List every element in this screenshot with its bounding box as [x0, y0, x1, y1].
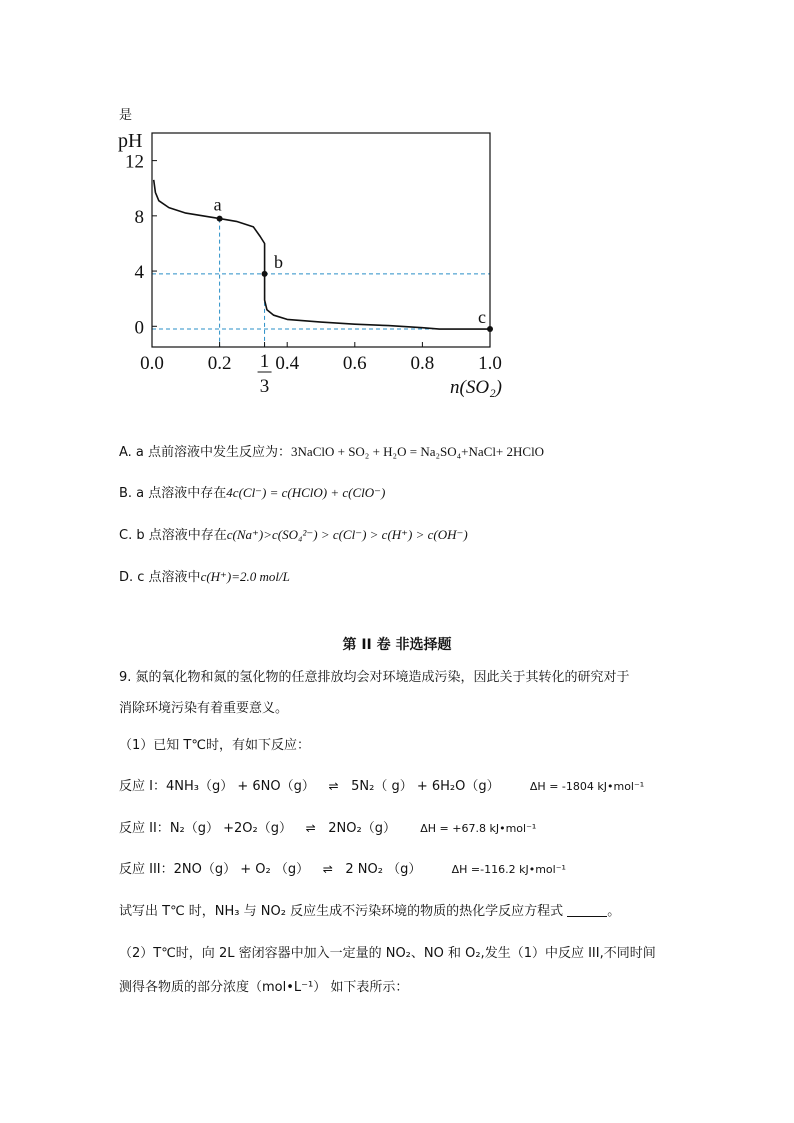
q9-sub1: （1）已知 T℃时，有如下反应： — [119, 738, 310, 753]
x-tick-label: 0.0 — [140, 353, 164, 374]
option-c-formula: c(Na⁺)>c(SO₄²⁻) > c(Cl⁻) > c(H⁺) > c(OH⁻) — [226, 527, 468, 542]
x-tick-label: 0.4 — [275, 353, 300, 374]
reaction-2 — [119, 817, 536, 836]
top-fragment: 是 — [119, 108, 133, 123]
option-c — [119, 524, 468, 543]
reaction-1 — [119, 775, 644, 794]
option-c-prefix: C. b 点溶液中存在 — [119, 528, 227, 543]
ph-curve — [154, 180, 490, 329]
q9-sub2-line1: （2）T℃时，向 2L 密闭容器中加入一定量的 NO₂、NO 和 O₂,发生（1）中反应 III,不同时间 — [119, 946, 656, 961]
reaction-2-left: N₂（g） +2O₂（g） — [169, 821, 292, 836]
reaction-1-label: 反应 I： — [119, 779, 166, 794]
point-label-a: a — [213, 194, 222, 215]
q9-ask — [119, 900, 620, 919]
point-c — [487, 326, 493, 332]
y-tick-label: 4 — [134, 262, 144, 284]
option-b-prefix: B. a 点溶液中存在 — [119, 486, 227, 501]
reaction-2-label: 反应 II： — [119, 821, 170, 836]
option-b-formula: 4c(Cl⁻) = c(HClO) + c(ClO⁻) — [226, 485, 386, 500]
option-d-prefix: D. c 点溶液中 — [119, 570, 201, 585]
q9-line1: 9. 氮的氧化物和氮的氢化物的任意排放均会对环境造成污染，因此关于其转化的研究对于 — [119, 670, 630, 685]
q9-ask-text: 试写出 T℃ 时，NH₃ 与 NO₂ 反应生成不污染环境的物质的热化学反应方程式 — [119, 904, 564, 919]
reaction-3-left: 2NO（g） + O₂ （g） — [173, 862, 310, 877]
point-b — [262, 271, 268, 277]
reaction-2-dh: ΔH = +67.8 kJ•mol⁻¹ — [420, 822, 537, 835]
q9-sub2-line2: 测得各物质的部分浓度（mol•L⁻¹） 如下表所示： — [119, 980, 409, 995]
x-tick-third-numerator: 1 — [259, 351, 270, 372]
x-axis-label: n(SO₂) — [450, 377, 502, 398]
equilibrium-arrow-icon: ⇌ — [328, 779, 338, 793]
section-title: 第 II 卷 非选择题 — [342, 637, 452, 653]
option-d-formula: c(H⁺)=2.0 mol/L — [200, 569, 290, 584]
reaction-2-right: 2NO₂（g） — [328, 821, 396, 836]
x-tick-third-denominator: 3 — [259, 376, 270, 397]
x-tick-label: 0.8 — [410, 353, 435, 374]
y-axis-label: pH — [118, 130, 143, 152]
answer-blank — [567, 904, 607, 917]
reaction-1-left: 4NH₃（g） + 6NO（g） — [165, 779, 315, 794]
y-tick-label: 8 — [134, 206, 144, 228]
q9-ask-end: 。 — [607, 904, 621, 919]
ph-chart — [100, 125, 520, 400]
point-label-b: b — [274, 251, 284, 272]
point-a — [217, 216, 223, 222]
q9-line2: 消除环境污染有着重要意义。 — [119, 701, 289, 716]
point-label-c: c — [478, 307, 486, 328]
option-a — [119, 441, 544, 460]
reaction-3 — [119, 858, 566, 877]
x-tick-label: 1.0 — [478, 353, 502, 374]
option-d — [119, 566, 290, 585]
reaction-3-dh: ΔH =-116.2 kJ•mol⁻¹ — [451, 863, 566, 876]
reaction-3-label: 反应 III： — [119, 862, 174, 877]
y-tick-label: 12 — [125, 151, 144, 173]
reaction-1-dh: ΔH = -1804 kJ•mol⁻¹ — [529, 780, 645, 793]
equilibrium-arrow-icon: ⇌ — [322, 862, 332, 876]
option-a-prefix: A. a 点前溶液中发生反应为： — [119, 445, 292, 460]
option-b — [119, 482, 385, 501]
reaction-3-right: 2 NO₂ （g） — [345, 862, 422, 877]
x-tick-label: 0.2 — [207, 353, 232, 374]
reaction-1-right: 5N₂（ g） + 6H₂O（g） — [351, 779, 500, 794]
equilibrium-arrow-icon: ⇌ — [305, 821, 315, 835]
y-tick-label: 0 — [134, 317, 144, 339]
x-tick-label: 0.6 — [342, 353, 367, 374]
option-a-formula: 3NaClO + SO₂ + H₂O = Na₂SO₄+NaCl+ 2HClO — [291, 444, 545, 459]
plot-frame — [152, 133, 490, 347]
